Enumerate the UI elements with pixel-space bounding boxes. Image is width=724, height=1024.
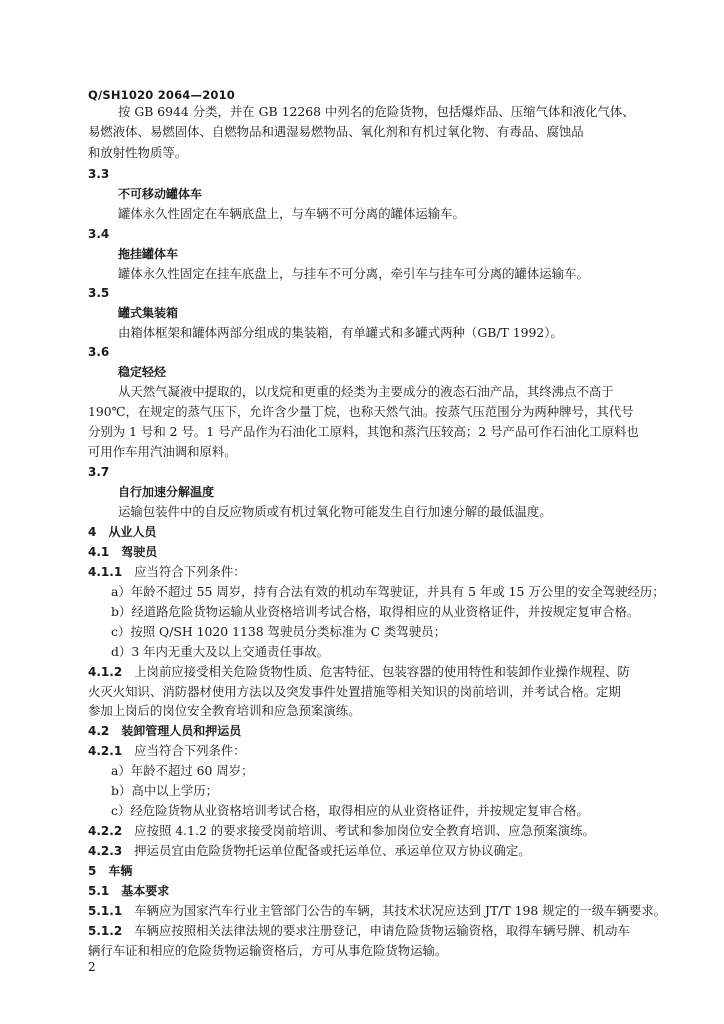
section-number: 5.1: [88, 884, 110, 898]
section-number: 3.5: [88, 286, 110, 300]
section-heading: [88, 863, 650, 879]
clause-number: 4.2.3: [88, 844, 123, 858]
paragraph-line: 辆行车证和相应的危险货物运输资格后，方可从事危险货物运输。: [88, 943, 448, 958]
clause: [88, 743, 650, 759]
clause: [88, 664, 650, 680]
paragraph-line: 参加上岗后的岗位安全教育培训和应急预案演练。: [88, 703, 361, 718]
section-number: 4.2: [88, 724, 110, 738]
section-title: 从业人员: [108, 525, 157, 539]
clause-number: 4.2.2: [88, 824, 123, 838]
term-title: 罐式集装箱: [118, 306, 179, 320]
clause: [88, 564, 650, 580]
paragraph-line: 火灭火知识、消防器材使用方法以及突发事件处置措施等相关知识的岗前培训，并考试合格。定期: [88, 684, 621, 699]
section-heading: [88, 544, 650, 560]
term-title: 拖挂罐体车: [118, 247, 179, 261]
document-id: Q/SH1020 2064—2010: [88, 88, 236, 102]
clause-number: 4.2.1: [88, 744, 123, 758]
section-title: 基本要求: [121, 884, 170, 898]
clause: [88, 843, 650, 859]
term-title: 自行加速分解温度: [118, 485, 215, 499]
paragraph-line: 可用作车用汽油调和原料。: [88, 444, 237, 459]
section-number: 3.3: [88, 167, 110, 181]
paragraph-line: 罐体永久性固定在挂车底盘上，与挂车不可分离，牵引车与挂车可分离的罐体运输车。: [118, 266, 589, 281]
list-item: a）年龄不超过 55 周岁，持有合法有效的机动车驾驶证，并具有 5 年或 15 万公里的安全驾驶经历；: [111, 584, 665, 599]
paragraph-line: 易燃液体、易燃固体、自燃物品和遇湿易燃物品、氧化剂和有机过氧化物、有毒品、腐蚀品: [88, 124, 584, 139]
section-title: 装卸管理人员和押运员: [121, 724, 242, 738]
paragraph-line: 由箱体框架和罐体两部分组成的集装箱，有单罐式和多罐式两种（GB/T 1992）。: [118, 325, 563, 340]
section-heading: [88, 883, 650, 899]
section-heading: [88, 524, 650, 540]
list-item: a）年龄不超过 60 周岁；: [111, 763, 254, 778]
clause-number: 5.1.1: [88, 904, 123, 918]
clause-number: 5.1.2: [88, 924, 123, 938]
term-title: 稳定轻烃: [118, 365, 167, 379]
clause-text: 上岗前应接受相关危险货物性质、危害特征、包装容器的使用特性和装卸作业操作规程、防: [134, 664, 630, 679]
paragraph-line: 按 GB 6944 分类，并在 GB 12268 中列名的危险货物，包括爆炸品、压缩气体和液化气体、: [118, 104, 635, 119]
section-title: 车辆: [108, 864, 133, 878]
clause-text: 应当符合下列条件：: [134, 743, 246, 758]
section-heading: [88, 723, 650, 739]
paragraph-line: 和放射性物质等。: [88, 145, 188, 160]
section-number: 3.7: [88, 465, 110, 479]
section-number: 5: [88, 864, 97, 878]
section-number: 3.6: [88, 345, 110, 359]
page-number: 2: [88, 960, 96, 974]
clause-text: 车辆应为国家汽车行业主管部门公告的车辆，其技术状况应达到 JT/T 198 规定的一级车辆要求。: [134, 903, 667, 918]
list-item: c）按照 Q/SH 1020 1138 驾驶员分类标准为 C 类驾驶员；: [111, 624, 446, 639]
list-item: b）高中以上学历；: [111, 783, 219, 798]
clause: [88, 903, 667, 919]
clause-text: 应当符合下列条件：: [134, 564, 246, 579]
term-title: 不可移动罐体车: [118, 187, 203, 201]
clause-text: 应按照 4.1.2 的要求接受岗前培训、考试和参加岗位安全教育培训、应急预案演练。: [134, 823, 595, 838]
section-number: 3.4: [88, 227, 110, 241]
section-title: 驾驶员: [121, 545, 158, 559]
paragraph-line: 190℃，在规定的蒸气压下，允许含少量丁烷，也称天然气油。按蒸气压范围分为两种牌号，其代号: [88, 404, 634, 419]
clause-text: 车辆应按照相关法律法规的要求注册登记，申请危险货物运输资格，取得车辆号牌、机动车: [134, 923, 630, 938]
paragraph-line: 分别为 1 号和 2 号。1 号产品作为石油化工原料，其饱和蒸汽压较高；2 号产品可作石油化工原料也: [88, 424, 639, 439]
section-number: 4.1: [88, 545, 110, 559]
clause: [88, 923, 650, 939]
list-item: c）经危险货物从业资格培训考试合格，取得相应的从业资格证件，并按规定复审合格。: [111, 803, 589, 818]
paragraph-line: 罐体永久性固定在车辆底盘上，与车辆不可分离的罐体运输车。: [118, 206, 465, 221]
clause-number: 4.1.2: [88, 665, 123, 679]
list-item: b）经道路危险货物运输从业资格培训考试合格，取得相应的从业资格证件，并按规定复审合格。: [111, 604, 640, 619]
clause: [88, 823, 650, 839]
paragraph-line: 运输包装件中的自反应物质或有机过氧化物可能发生自行加速分解的最低温度。: [118, 504, 552, 519]
section-number: 4: [88, 525, 97, 539]
clause-text: 押运员宜由危险货物托运单位配备或托运单位、承运单位双方协议确定。: [134, 843, 531, 858]
paragraph-line: 从天然气凝液中提取的，以戊烷和更重的烃类为主要成分的液态石油产品，其终沸点不高于: [118, 384, 614, 399]
list-item: d）3 年内无重大及以上交通责任事故。: [111, 644, 330, 659]
clause-number: 4.1.1: [88, 565, 123, 579]
